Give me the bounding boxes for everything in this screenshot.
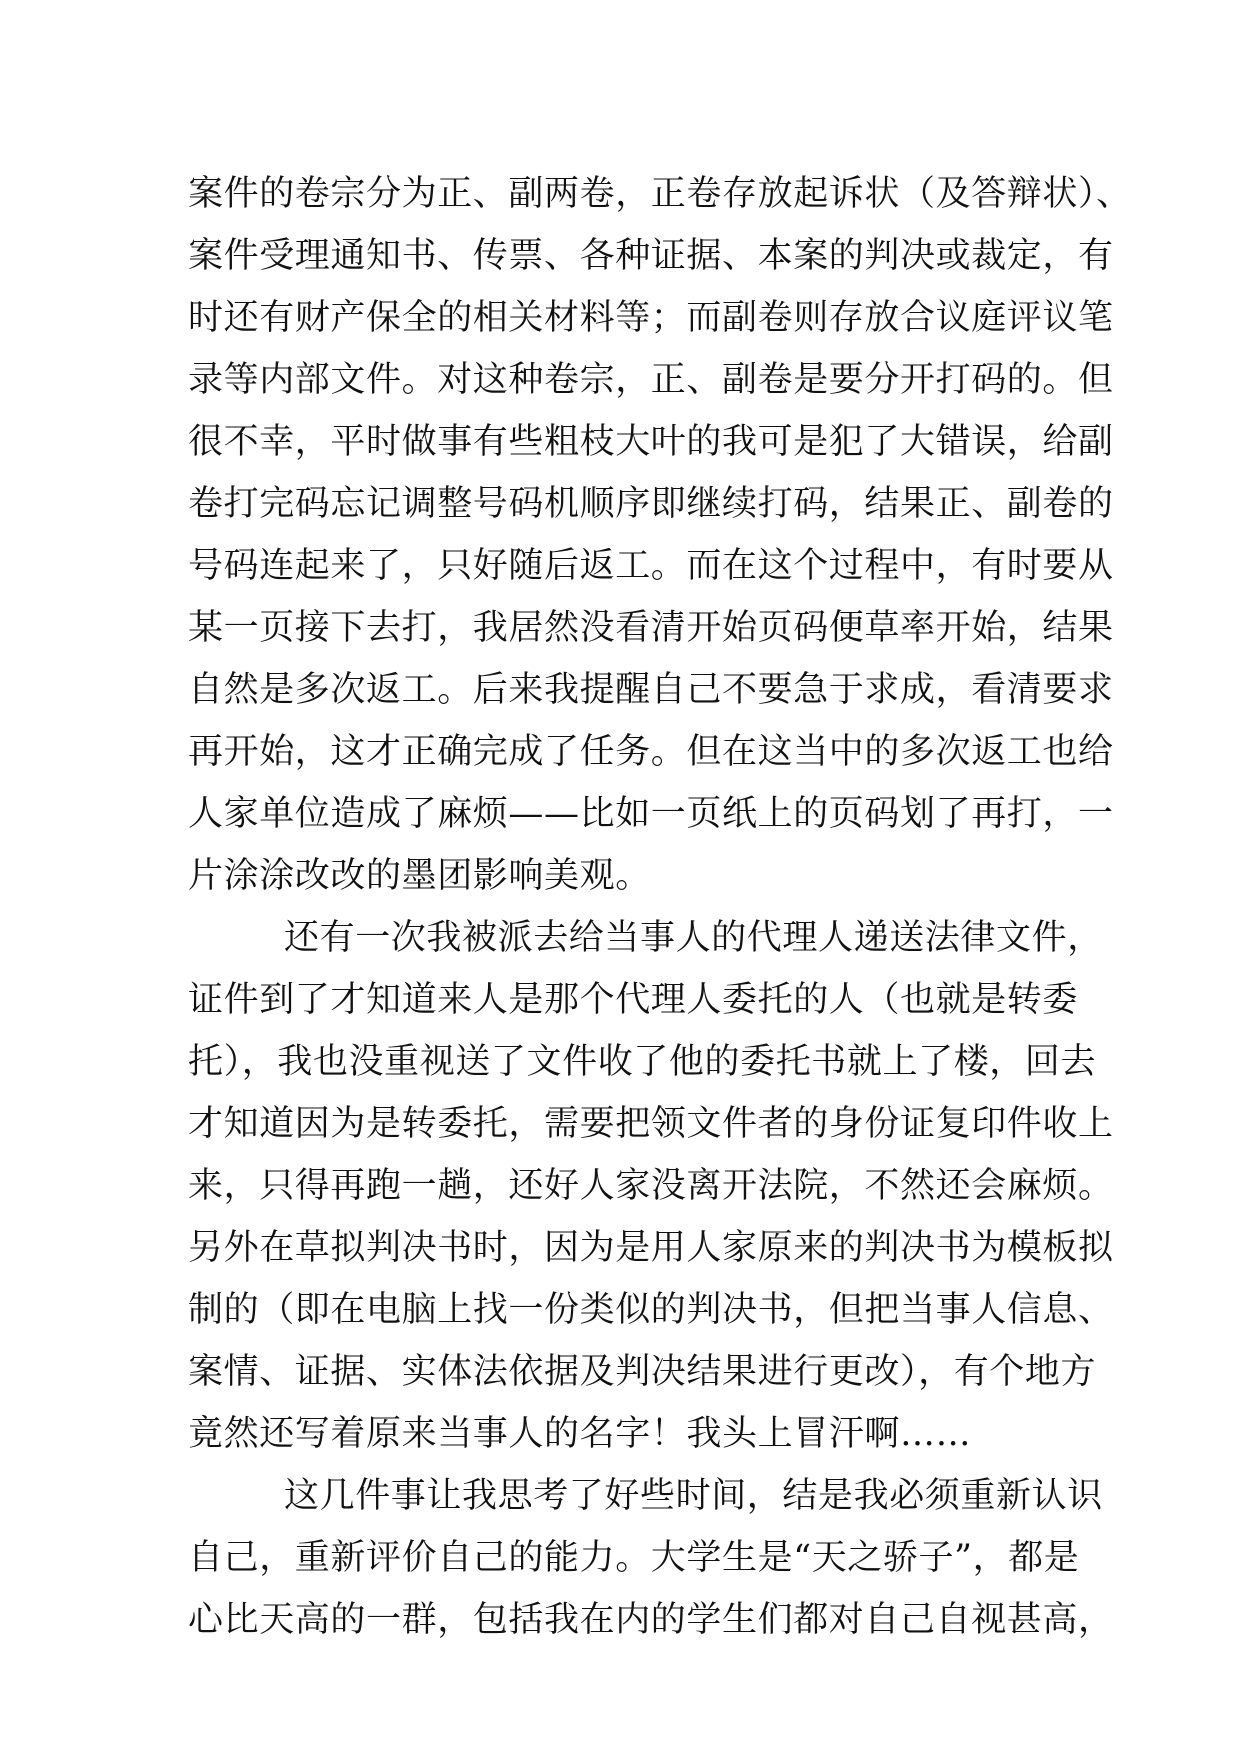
text-line: 人家单位造成了麻烦——比如一页纸上的页码划了再打，一 bbox=[188, 794, 1114, 834]
text-line: 片涂涂改改的墨团影响美观。 bbox=[188, 856, 651, 896]
text-line: 录等内部文件。对这种卷宗，正、副卷是要分开打码的。但 bbox=[188, 360, 1114, 400]
text-line: 卷打完码忘记调整号码机顺序即继续打码，结果正、副卷的 bbox=[188, 484, 1114, 524]
text-line: 自己，重新评价自己的能力。大学生是“天之骄子”，都是 bbox=[188, 1538, 1080, 1578]
text-line: 才知道因为是转委托，需要把领文件者的身份证复印件收上 bbox=[188, 1104, 1114, 1144]
paragraph-2 bbox=[188, 907, 1114, 1465]
text-line: 案件受理通知书、传票、各种证据、本案的判决或裁定，有 bbox=[188, 236, 1114, 276]
text-line: 心比天高的一群，包括我在内的学生们都对自己自视甚高， bbox=[188, 1600, 1114, 1640]
text-line: 另外在草拟判决书时，因为是用人家原来的判决书为模板拟 bbox=[188, 1228, 1114, 1268]
text-line: 托），我也没重视送了文件收了他的委托书就上了楼，回去 bbox=[188, 1042, 1097, 1082]
text-line: 竟然还写着原来当事人的名字！我头上冒汗啊…… bbox=[188, 1414, 972, 1454]
text-line: 案情、证据、实体法依据及判决结果进行更改），有个地方 bbox=[188, 1352, 1097, 1392]
text-line: 证件到了才知道来人是那个代理人委托的人（也就是转委 bbox=[188, 980, 1079, 1020]
text-line: 还有一次我被派去给当事人的代理人递送法律文件， bbox=[284, 918, 1103, 958]
text-line: 号码连起来了，只好随后返工。而在这个过程中，有时要从 bbox=[188, 546, 1114, 586]
text-line: 某一页接下去打，我居然没看清开始页码便草率开始，结果 bbox=[188, 608, 1114, 648]
text-line: 很不幸，平时做事有些粗枝大叶的我可是犯了大错误，给副 bbox=[188, 422, 1114, 462]
paragraph-1 bbox=[188, 163, 1132, 907]
text-line: 这几件事让我思考了好些时间，结是我必须重新认识 bbox=[284, 1476, 1103, 1516]
text-line: 来，只得再跑一趟，还好人家没离开法院，不然还会麻烦。 bbox=[188, 1166, 1114, 1206]
text-line: 再开始，这才正确完成了任务。但在这当中的多次返工也给 bbox=[188, 732, 1114, 772]
text-line: 制的（即在电脑上找一份类似的判决书，但把当事人信息、 bbox=[188, 1290, 1114, 1330]
text-line: 案件的卷宗分为正、副两卷，正卷存放起诉状（及答辩状）、 bbox=[188, 174, 1132, 214]
body-text bbox=[188, 163, 1132, 1651]
paragraph-3 bbox=[188, 1465, 1114, 1651]
text-line: 自然是多次返工。后来我提醒自己不要急于求成，看清要求 bbox=[188, 670, 1114, 710]
text-line: 时还有财产保全的相关材料等；而副卷则存放合议庭评议笔 bbox=[188, 298, 1114, 338]
